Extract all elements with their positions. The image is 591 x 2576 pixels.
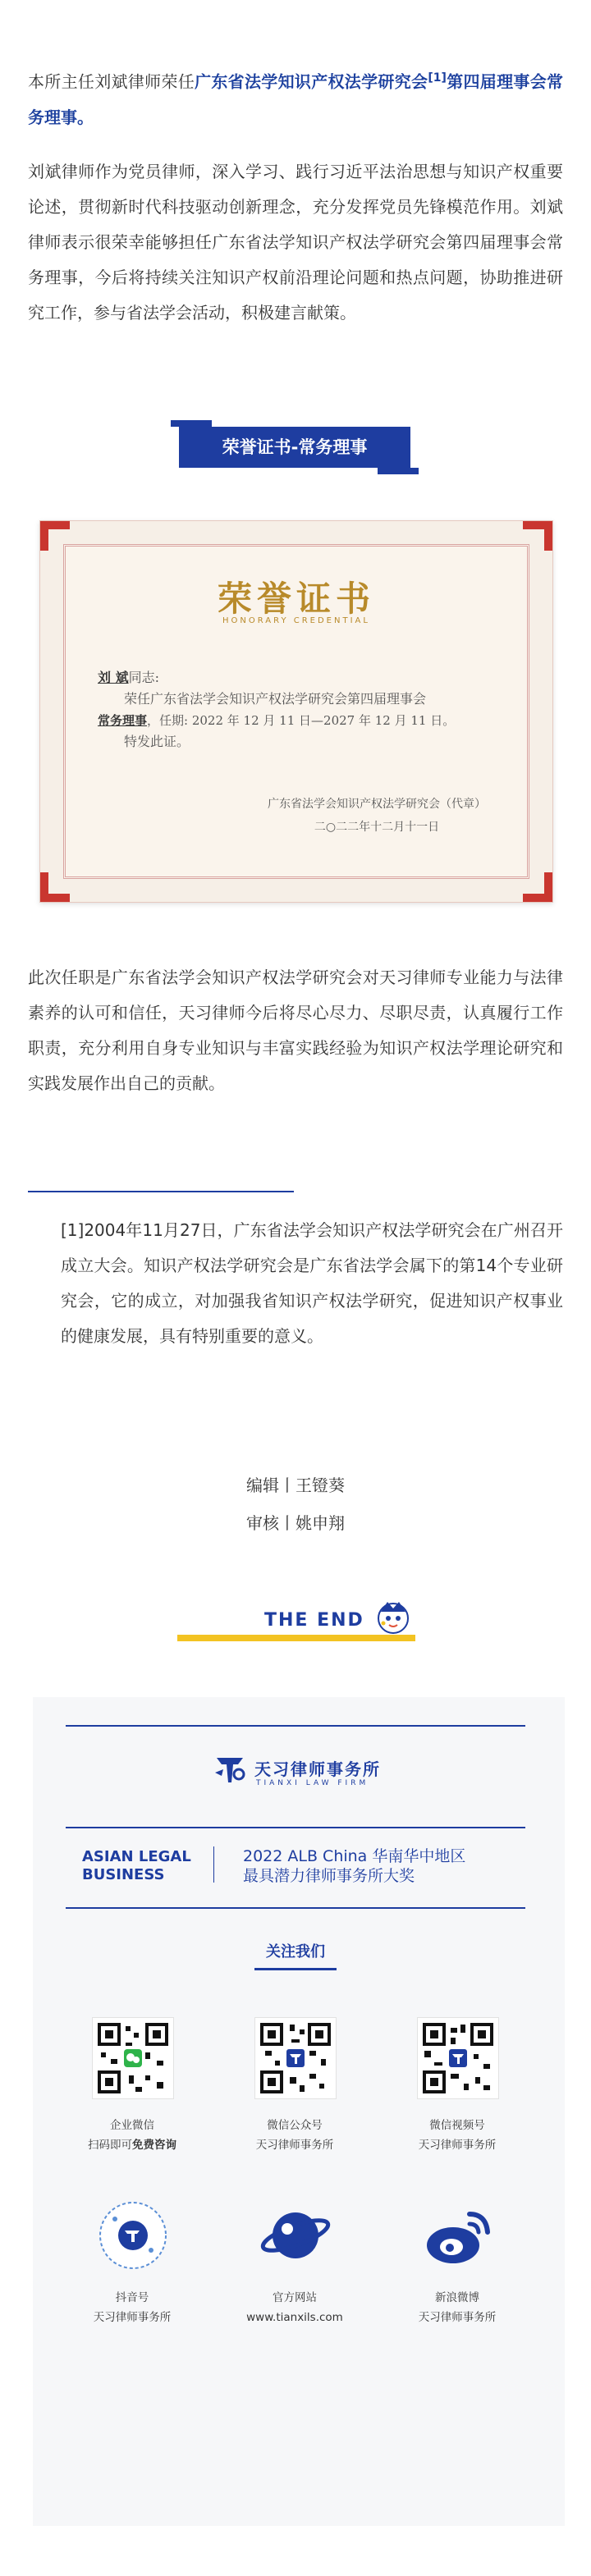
award-line1: 2022 ALB China 华南华中地区 xyxy=(243,1847,466,1865)
channel-subtitle-prefix: 扫码即可 xyxy=(88,2139,132,2152)
channel-label-website xyxy=(213,2288,377,2327)
channel-title: 新浪微博 xyxy=(435,2291,479,2304)
certificate-issuer: 广东省法学会知识产权法学研究会（代章） xyxy=(268,798,486,811)
footnote-text: [1]2004年11月27日，广东省法学会知识产权法学研究会在广州召开成立大会。知识产权法学研究会是广东省法学会属下的第14个专业研究会，它的成立，对加强我省知识产权法学研究，促进知识产权事业的健康发展，具有特别重要的意义。 xyxy=(61,1220,563,1346)
channel-subtitle: 天习律师事务所 xyxy=(418,2139,497,2152)
award-org xyxy=(82,1848,191,1884)
channel-label-douyin xyxy=(50,2288,214,2327)
award-line2: 最具潜力律师事务所大奖 xyxy=(243,1867,415,1885)
channel-subtitle: 天习律师事务所 xyxy=(93,2311,172,2324)
recognition-paragraph: 此次任职是广东省法学会知识产权法学研究会对天习律师专业能力与法律素养的认可和信任，天习律师今后将尽心尽力、尽职尽责，认真履行工作职责，充分利用自身专业知识与丰富实践经验为知识产权法学理论研究和实践发展作出自己的贡献。 xyxy=(28,968,563,1093)
firm-name-cn: 天习律师事务所 xyxy=(254,1759,381,1779)
certificate-heading: 荣誉证书-常务理事 xyxy=(179,427,410,468)
footer-rule-mid xyxy=(66,1827,525,1828)
channel-label-wechat xyxy=(50,2116,214,2155)
certificate-salutation: 同志: xyxy=(128,670,159,685)
certificate-role: 常务理事 xyxy=(98,713,148,728)
weibo-icon xyxy=(420,2204,496,2270)
wechat-qr-code[interactable] xyxy=(92,2017,174,2099)
channel-title: 微信视频号 xyxy=(429,2119,485,2132)
org-highlight: 广东省法学知识产权法学研究会 xyxy=(195,71,428,92)
certificate-line1: 荣任广东省法学会知识产权法学研究会第四届理事会 xyxy=(124,691,427,707)
certificate-title: 荣誉证书 xyxy=(217,579,375,619)
reviewer-credit: 审核丨姚申翔 xyxy=(246,1513,345,1533)
weibo-link[interactable] xyxy=(420,2204,496,2270)
website-url[interactable]: www.tianxils.com xyxy=(246,2311,343,2324)
firm-name-en: TIANXI LAW FIRM xyxy=(256,1779,369,1787)
follow-title: 关注我们 xyxy=(266,1943,325,1961)
channel-subtitle: 天习律师事务所 xyxy=(255,2139,334,2152)
channel-label-video xyxy=(375,2116,539,2155)
certificate-subtitle: HONORARY CREDENTIAL xyxy=(222,616,370,625)
footer-rule-top xyxy=(66,1725,525,1727)
certificate-term: ，任期: 2022 年 12 月 11 日—2027 年 12 月 11 日。 xyxy=(147,713,456,728)
mascot-icon xyxy=(371,1595,415,1640)
website-icon xyxy=(259,2201,332,2270)
website-link[interactable] xyxy=(259,2201,332,2270)
channel-subtitle xyxy=(50,2135,214,2155)
award-org-line2: BUSINESS xyxy=(82,1866,165,1883)
qr-code-icon xyxy=(93,2018,173,2098)
qr-code-icon xyxy=(418,2018,498,2098)
award-text xyxy=(243,1846,465,1886)
footer-rule-bottom xyxy=(66,1907,525,1909)
certificate-date: 二○二二年十二月十一日 xyxy=(314,821,440,834)
certificate-closing: 特发此证。 xyxy=(124,734,190,749)
follow-underline xyxy=(254,1968,337,1970)
channel-title: 微信公众号 xyxy=(267,2119,323,2132)
award-separator xyxy=(213,1846,222,1883)
wechat-official-account-qr-code[interactable] xyxy=(254,2017,337,2099)
wechat-channels-qr-code[interactable] xyxy=(417,2017,499,2099)
qr-code-icon xyxy=(255,2018,336,2098)
editor-credit: 编辑丨王镫葵 xyxy=(246,1476,345,1495)
channel-title: 抖音号 xyxy=(115,2291,149,2304)
intro-lead: 本所主任刘斌律师荣任 xyxy=(28,71,195,92)
channel-subtitle: 天习律师事务所 xyxy=(418,2311,497,2324)
footnote-ref[interactable]: [1] xyxy=(428,71,447,85)
award-org-line1: ASIAN LEGAL xyxy=(82,1848,191,1865)
channel-title: 官方网站 xyxy=(273,2291,317,2304)
party-paragraph: 刘斌律师作为党员律师，深入学习、践行习近平法治思想与知识产权重要论述，贯彻新时代科技驱动创新理念，充分发挥党员先锋模范作用。刘斌律师表示很荣幸能够担任广东省法学知识产权法学研究会第四届理事会常务理事，今后将持续关注知识产权前沿理论问题和热点问题，协助推进研究工作，参与省法学会活动，积极建言献策。 xyxy=(28,162,563,323)
channel-subtitle-bold: 免费咨询 xyxy=(132,2139,176,2152)
role-highlight: 第四届理事会常务理事。 xyxy=(28,71,564,127)
certificate-body xyxy=(98,667,508,753)
firm-logo-icon xyxy=(210,1750,250,1789)
certificate-image xyxy=(39,520,553,903)
intro-paragraph xyxy=(28,61,563,135)
channel-label-official-account xyxy=(213,2116,377,2155)
the-end-label: THE END xyxy=(264,1610,364,1631)
footnote-divider xyxy=(28,1191,294,1192)
channel-title: 企业微信 xyxy=(110,2119,154,2132)
douyin-icon xyxy=(98,2201,167,2270)
channel-label-weibo xyxy=(375,2288,539,2327)
certificate-recipient: 刘 斌 xyxy=(98,670,129,685)
douyin-qr-code[interactable] xyxy=(98,2201,167,2270)
footer-panel xyxy=(33,1697,565,2526)
